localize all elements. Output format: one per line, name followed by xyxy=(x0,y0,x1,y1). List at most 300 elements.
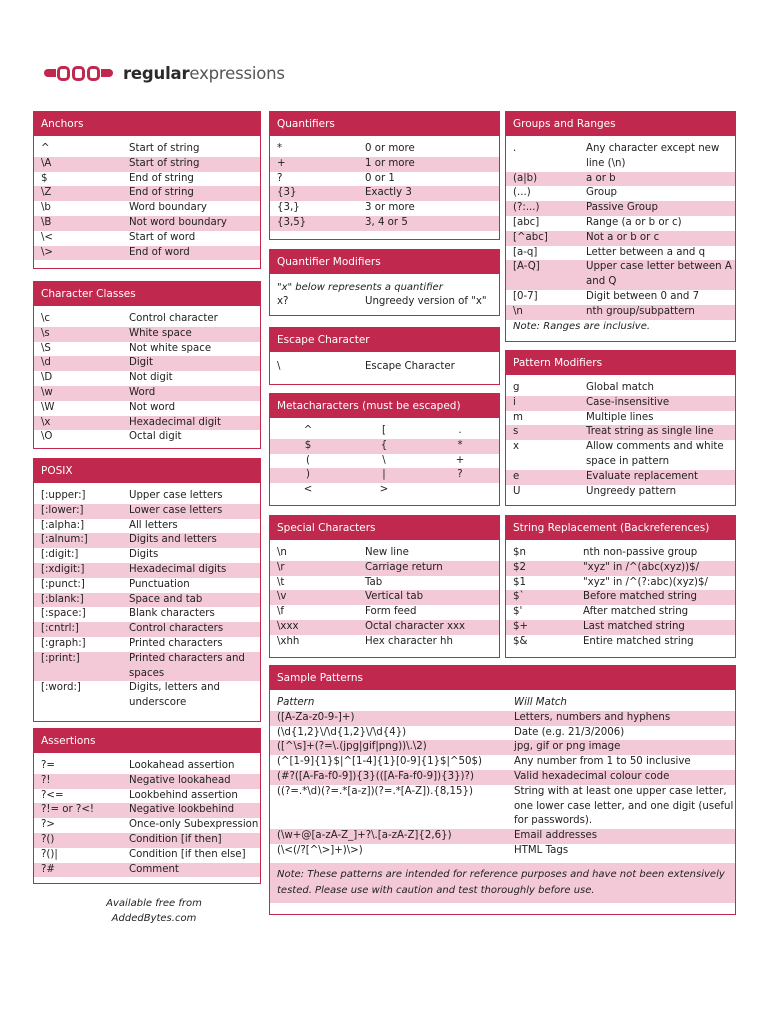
row-key: * xyxy=(277,143,283,154)
row-key: (\d{1,2}\/\d{1,2}\/\d{4}) xyxy=(277,726,407,738)
metacharacter: + xyxy=(455,454,465,466)
row-description: All letters xyxy=(129,519,178,531)
row-description: "xyz" in /^(?:abc)(xyz)$/ xyxy=(583,576,708,588)
row-description: After matched string xyxy=(583,606,689,618)
section-title: String Replacement (Backreferences) xyxy=(506,516,735,540)
section-title: Escape Character xyxy=(270,328,499,352)
row-key: \D xyxy=(41,372,53,384)
row-key: \t xyxy=(277,576,285,588)
table-row xyxy=(270,172,499,187)
row-key: [:alpha:] xyxy=(41,519,85,531)
metacharacter: ( xyxy=(306,454,310,466)
row-description: 0 or 1 xyxy=(365,172,395,184)
row-description: New line xyxy=(365,547,409,558)
table-row xyxy=(270,201,499,216)
row-description: nth non-passive group xyxy=(583,547,698,558)
row-description: Word xyxy=(129,386,156,398)
table-row xyxy=(270,424,499,439)
row-key: ?<= xyxy=(41,789,64,801)
table-row xyxy=(270,546,499,561)
row-description: a or b xyxy=(586,172,616,184)
row-key: ?= xyxy=(41,760,55,771)
table-row xyxy=(34,416,260,431)
row-description: Not word boundary xyxy=(129,216,227,228)
row-description: jpg, gif or png image xyxy=(514,741,621,753)
table-row xyxy=(270,740,735,755)
row-description: End of string xyxy=(129,187,194,199)
row-description: Condition [if then] xyxy=(129,833,222,845)
row-description: Punctuation xyxy=(129,578,190,590)
table-row xyxy=(34,803,260,818)
row-key: ?# xyxy=(41,863,55,875)
row-description: Last matched string xyxy=(583,620,685,632)
table-row xyxy=(34,371,260,386)
table-row xyxy=(506,186,735,201)
table-row xyxy=(270,576,499,591)
row-description: "xyz" in /^(abc(xyz))$/ xyxy=(583,561,700,573)
row-description: End of string xyxy=(129,172,194,184)
table-row xyxy=(270,295,499,310)
table-row xyxy=(34,246,260,261)
table-row xyxy=(506,440,735,470)
section-title: Pattern Modifiers xyxy=(506,351,735,375)
table-row xyxy=(506,142,735,172)
row-description: Group xyxy=(586,187,618,199)
row-key: $ xyxy=(41,172,48,184)
table-row xyxy=(270,590,499,605)
row-description: Treat string as single line xyxy=(586,426,714,438)
row-key: ([A-Za-z0-9-]+) xyxy=(277,711,355,723)
table-row xyxy=(270,620,499,635)
row-description: Letters, numbers and hyphens xyxy=(514,711,671,723)
row-description: Negative lookbehind xyxy=(129,804,235,816)
row-description: Global match xyxy=(586,382,654,393)
row-key: [:word:] xyxy=(41,682,81,694)
table-row xyxy=(270,755,735,770)
row-description: String with at least one upper case letter, one lower case letter, and one digit (useful for passwords). xyxy=(514,785,734,827)
row-description: Passive Group xyxy=(586,202,658,214)
row-key: ((?=.*\d)(?=.*[a-z])(?=.*[A-Z]).{8,15}) xyxy=(277,785,473,797)
row-description: Lower case letters xyxy=(129,504,223,516)
character-classes-section xyxy=(33,281,261,449)
row-key: ?> xyxy=(41,819,55,831)
row-description: Negative lookahead xyxy=(129,774,231,786)
row-description: Before matched string xyxy=(583,591,697,603)
row-key: (\w+@[a-zA-Z_]+?\.[a-zA-Z]{2,6}) xyxy=(277,830,452,842)
row-key: \xhh xyxy=(277,635,300,647)
footer-credit xyxy=(36,896,272,926)
table-row xyxy=(34,386,260,401)
table-row xyxy=(270,635,499,650)
metacharacter: { xyxy=(380,439,388,451)
row-description: Ungreedy pattern xyxy=(586,485,677,497)
table-row xyxy=(34,172,260,187)
row-key: $' xyxy=(513,606,523,618)
table-row xyxy=(34,607,260,622)
row-description: Case-insensitive xyxy=(586,396,670,408)
row-key: \w xyxy=(41,386,53,398)
row-description: Word boundary xyxy=(129,202,207,214)
row-key: [abc] xyxy=(513,216,540,228)
quantifiers-section xyxy=(269,111,500,240)
table-row xyxy=(34,342,260,357)
row-key: (?:...) xyxy=(513,202,540,214)
row-description: Entire matched string xyxy=(583,635,694,647)
section-title: Anchors xyxy=(34,112,260,136)
row-key: \v xyxy=(277,591,287,603)
table-row xyxy=(34,548,260,563)
table-row xyxy=(506,260,735,290)
section-title: Sample Patterns xyxy=(270,666,735,690)
row-key: (#?([A-Fa-f0-9]){3}(([A-Fa-f0-9]){3})?) xyxy=(277,770,474,782)
special-characters-section xyxy=(269,515,500,658)
quantifier-modifiers-section xyxy=(269,249,500,316)
row-key: ?() xyxy=(41,833,55,845)
table-row xyxy=(270,770,735,785)
row-description: Evaluate replacement xyxy=(586,470,699,482)
row-description: Valid hexadecimal colour code xyxy=(514,770,670,782)
string-replacement-section xyxy=(505,515,736,658)
row-description: Condition [if then else] xyxy=(129,848,246,860)
row-key: \n xyxy=(513,305,523,317)
table-row xyxy=(506,485,735,500)
row-key: (\<(/?[^\>]+)\>) xyxy=(277,844,363,856)
table-row xyxy=(34,533,260,548)
table-row xyxy=(34,201,260,216)
table-row xyxy=(34,327,260,342)
table-row xyxy=(506,561,735,576)
row-key: . xyxy=(513,143,517,154)
row-description: HTML Tags xyxy=(514,844,569,856)
table-row xyxy=(34,622,260,637)
row-key: \x xyxy=(41,416,51,428)
row-key: \< xyxy=(41,231,53,243)
row-description: Form feed xyxy=(365,606,417,618)
metacharacter: | xyxy=(382,469,386,481)
row-key: [:upper:] xyxy=(41,490,86,501)
row-key: $2 xyxy=(513,561,526,573)
row-key: [^abc] xyxy=(513,231,548,243)
table-row xyxy=(506,425,735,440)
row-description: Date (e.g. 21/3/2006) xyxy=(514,726,625,738)
table-row xyxy=(506,231,735,246)
row-key: \xxx xyxy=(277,620,299,632)
table-row xyxy=(34,833,260,848)
row-key: g xyxy=(513,382,520,393)
row-description: 1 or more xyxy=(365,157,415,169)
row-description: Not word xyxy=(129,401,176,413)
row-key: \ xyxy=(277,361,281,372)
row-description: Printed characters and spaces xyxy=(129,652,245,679)
row-key: \d xyxy=(41,357,51,369)
escape-character-section xyxy=(269,327,500,385)
groups-ranges-section xyxy=(505,111,736,342)
table-row xyxy=(34,593,260,608)
row-description: End of word xyxy=(129,246,190,258)
row-key: x? xyxy=(277,296,289,307)
table-row xyxy=(34,312,260,327)
row-description: Exactly 3 xyxy=(365,187,412,199)
row-key: (...) xyxy=(513,187,531,199)
table-row xyxy=(34,356,260,371)
row-description: Digit between 0 and 7 xyxy=(586,290,700,302)
logo-mark-icon xyxy=(44,66,113,81)
row-key: $+ xyxy=(513,620,529,632)
table-row xyxy=(506,605,735,620)
posix-section xyxy=(33,458,261,722)
row-key: [:punct:] xyxy=(41,578,85,590)
table-row xyxy=(506,576,735,591)
table-row xyxy=(34,652,260,682)
row-description: Escape Character xyxy=(365,361,455,372)
row-key: \n xyxy=(277,547,287,558)
section-title: Groups and Ranges xyxy=(506,112,735,136)
table-row xyxy=(34,759,260,774)
section-title: Assertions xyxy=(34,729,260,753)
row-description: Digits, letters and underscore xyxy=(129,682,221,709)
row-description: Ungreedy version of "x" xyxy=(365,296,487,307)
section-title: Quantifiers xyxy=(270,112,499,136)
ranges-note: Note: Ranges are inclusive. xyxy=(513,320,651,332)
table-row xyxy=(34,142,260,157)
pattern-modifiers-section xyxy=(505,350,736,506)
row-key: \r xyxy=(277,561,285,573)
row-description: Email addresses xyxy=(514,830,598,842)
metacharacter: > xyxy=(379,484,389,496)
table-row xyxy=(506,246,735,261)
table-row xyxy=(506,290,735,305)
table-row xyxy=(270,216,499,231)
table-row xyxy=(34,637,260,652)
pattern-column-header: Pattern xyxy=(277,697,315,708)
row-description: Control character xyxy=(129,313,218,324)
table-row xyxy=(506,470,735,485)
row-description: 3 or more xyxy=(365,202,415,214)
row-description: Upper case letter between A and Q xyxy=(586,261,732,288)
row-key: U xyxy=(513,485,521,497)
table-row xyxy=(270,605,499,620)
table-row xyxy=(34,578,260,593)
row-description: White space xyxy=(129,327,192,339)
table-row xyxy=(270,561,499,576)
row-key: [:alnum:] xyxy=(41,534,88,546)
row-description: Digits xyxy=(129,549,159,561)
table-row xyxy=(34,519,260,534)
table-row xyxy=(34,504,260,519)
table-row xyxy=(506,590,735,605)
row-key: ^ xyxy=(41,143,50,154)
section-title: Special Characters xyxy=(270,516,499,540)
row-description: Letter between a and q xyxy=(586,246,706,258)
metacharacter xyxy=(422,483,498,498)
table-row xyxy=(34,818,260,833)
row-description: Not digit xyxy=(129,372,173,384)
table-row xyxy=(270,157,499,172)
row-key: $1 xyxy=(513,576,526,588)
table-row xyxy=(506,381,735,396)
row-description: Not white space xyxy=(129,342,212,354)
sample-patterns-note: Note: These patterns are intended for reference purposes and have not been extensively tested. Please use with caution and test thoroughly before use. xyxy=(270,863,735,903)
table-row xyxy=(270,454,499,469)
footer-line-2: AddedBytes.com xyxy=(111,913,197,924)
row-key: ?()| xyxy=(41,848,58,860)
row-description: Vertical tab xyxy=(365,591,424,603)
table-row xyxy=(34,681,260,711)
table-row xyxy=(270,360,499,375)
row-key: ? xyxy=(277,172,283,184)
row-key: x xyxy=(513,441,520,453)
row-key: \B xyxy=(41,216,52,228)
table-row xyxy=(34,231,260,246)
table-row xyxy=(270,829,735,844)
row-key: ?! xyxy=(41,774,51,786)
row-description: Blank characters xyxy=(129,608,215,620)
table-row xyxy=(270,726,735,741)
metacharacter: [ xyxy=(382,425,386,436)
row-key: [:cntrl:] xyxy=(41,623,79,635)
row-key: {3} xyxy=(277,187,297,199)
row-key: \b xyxy=(41,202,51,214)
table-row xyxy=(34,789,260,804)
row-key: \f xyxy=(277,606,285,618)
row-key: [a-q] xyxy=(513,246,538,258)
row-description: Lookbehind assertion xyxy=(129,789,238,801)
table-row xyxy=(506,201,735,216)
section-title: Metacharacters (must be escaped) xyxy=(270,394,499,418)
table-row xyxy=(506,396,735,411)
row-key: \A xyxy=(41,157,52,169)
logo xyxy=(44,60,285,86)
logo-text: regularexpressions xyxy=(123,63,285,83)
table-row xyxy=(34,186,260,201)
row-key: [:digit:] xyxy=(41,549,79,561)
table-row xyxy=(270,844,735,859)
row-key: [:lower:] xyxy=(41,504,84,516)
row-description: Space and tab xyxy=(129,593,203,605)
table-row xyxy=(506,546,735,561)
row-key: [A-Q] xyxy=(513,261,540,273)
row-description: Range (a or b or c) xyxy=(586,216,682,228)
table-row xyxy=(34,774,260,789)
table-row xyxy=(34,401,260,416)
row-key: \Z xyxy=(41,187,52,199)
metacharacter: * xyxy=(457,439,463,451)
row-description: Hex character hh xyxy=(365,635,453,647)
table-row xyxy=(270,785,735,829)
row-key: (^[1-9]{1}$|^[1-4]{1}[0-9]{1}$|^50$) xyxy=(277,756,482,768)
metacharacter: \ xyxy=(382,454,386,466)
row-key: ([^\s]+(?=\.(jpg|gif|png))\.\2) xyxy=(277,741,427,753)
row-key: i xyxy=(513,396,516,408)
row-key: [:graph:] xyxy=(41,637,86,649)
section-title: Quantifier Modifiers xyxy=(270,250,499,274)
row-key: e xyxy=(513,470,520,482)
row-key: $n xyxy=(513,547,526,558)
row-description: Octal digit xyxy=(129,431,182,443)
row-description: Not a or b or c xyxy=(586,231,660,243)
anchors-section xyxy=(33,111,261,269)
table-row xyxy=(34,489,260,504)
row-description: Lookahead assertion xyxy=(129,760,235,771)
row-description: Digits and letters xyxy=(129,534,217,546)
row-key: \s xyxy=(41,327,50,339)
row-key: + xyxy=(277,157,286,169)
row-description: Carriage return xyxy=(365,561,443,573)
row-key: $` xyxy=(513,591,525,603)
row-description: Any number from 1 to 50 inclusive xyxy=(514,756,691,768)
footer-line-1: Available free from xyxy=(106,898,202,909)
row-key: (a|b) xyxy=(513,172,538,184)
row-description: Printed characters xyxy=(129,637,223,649)
table-row xyxy=(34,430,260,445)
metacharacter: ^ xyxy=(303,425,313,436)
table-row xyxy=(34,216,260,231)
row-description: Upper case letters xyxy=(129,490,223,501)
sample-patterns-section xyxy=(269,665,736,915)
table-row xyxy=(270,186,499,201)
table-row xyxy=(506,305,735,320)
table-row xyxy=(506,635,735,650)
row-key: {3,} xyxy=(277,202,300,214)
row-key: \c xyxy=(41,313,51,324)
row-key: \W xyxy=(41,401,55,413)
quantifier-note: "x" below represents a quantifier xyxy=(277,282,443,293)
row-key: s xyxy=(513,426,519,438)
row-description: Hexadecimal digits xyxy=(129,563,227,575)
table-row xyxy=(34,863,260,878)
row-description: Control characters xyxy=(129,623,224,635)
row-key: $& xyxy=(513,635,528,647)
row-description: Multiple lines xyxy=(586,411,654,423)
row-key: \> xyxy=(41,246,53,258)
row-description: 3, 4 or 5 xyxy=(365,216,408,228)
table-row xyxy=(34,157,260,172)
table-row xyxy=(34,563,260,578)
metacharacter: ) xyxy=(306,469,310,481)
table-row xyxy=(506,620,735,635)
row-description: Tab xyxy=(365,576,383,588)
row-description: Octal character xxx xyxy=(365,620,466,632)
row-description: Comment xyxy=(129,863,179,875)
row-key: \O xyxy=(41,431,53,443)
row-key: \S xyxy=(41,342,51,354)
section-title: POSIX xyxy=(34,459,260,483)
row-description: Digit xyxy=(129,357,153,369)
row-description: Hexadecimal digit xyxy=(129,416,222,428)
row-key: m xyxy=(513,411,523,423)
table-row xyxy=(270,142,499,157)
sample-header-row xyxy=(270,696,735,711)
row-key: [0-7] xyxy=(513,290,538,302)
match-column-header: Will Match xyxy=(514,697,567,708)
metacharacter: . xyxy=(458,425,462,436)
row-description: Start of word xyxy=(129,231,196,243)
section-title: Character Classes xyxy=(34,282,260,306)
row-key: [:print:] xyxy=(41,652,80,664)
row-key: ?!= or ?<! xyxy=(41,804,94,816)
row-key: [:xdigit:] xyxy=(41,563,85,575)
row-description: Allow comments and white space in pattern xyxy=(586,441,724,467)
row-key: {3,5} xyxy=(277,216,307,228)
table-row xyxy=(506,216,735,231)
row-description: Any character except new line (\n) xyxy=(586,143,720,169)
table-row xyxy=(270,711,735,726)
metacharacter: < xyxy=(303,484,313,496)
table-row xyxy=(506,172,735,187)
row-description: 0 or more xyxy=(365,143,415,154)
assertions-section xyxy=(33,728,261,884)
table-row xyxy=(270,483,499,498)
